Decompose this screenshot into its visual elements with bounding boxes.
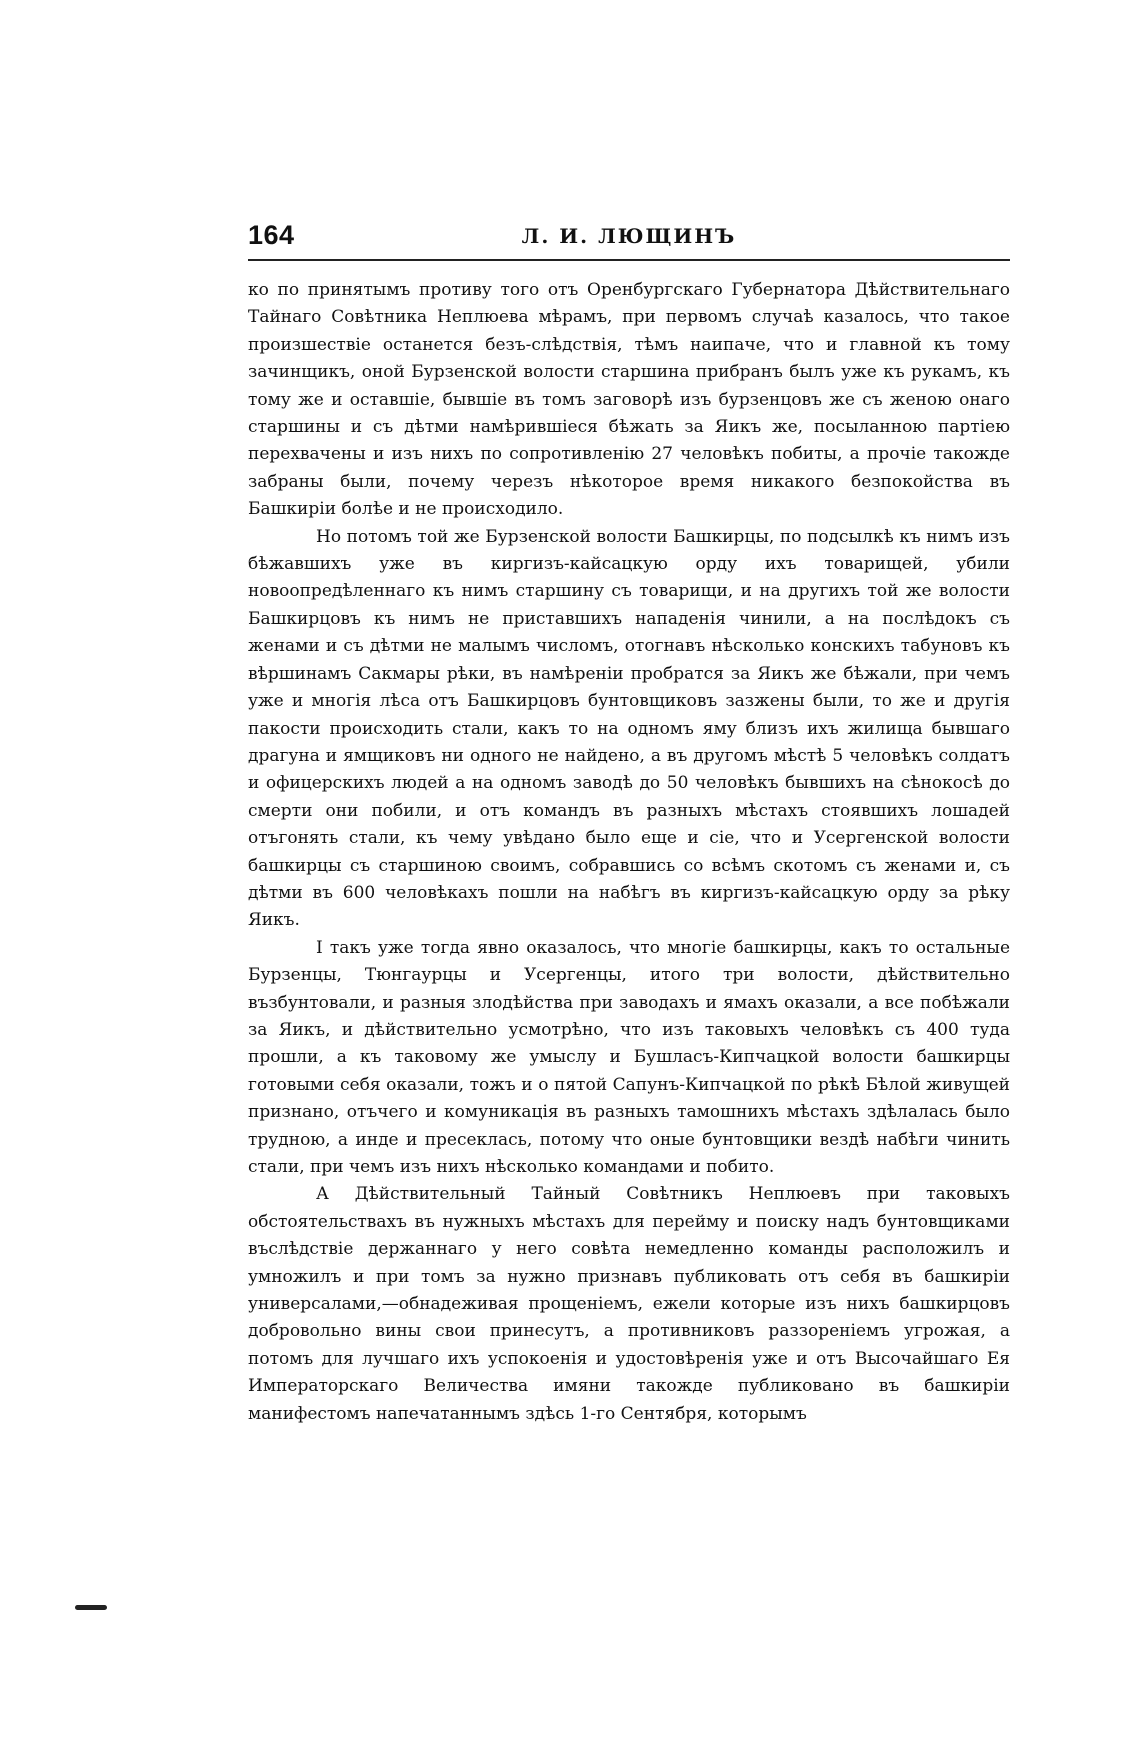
paragraph-4: А Дѣйствительный Тайный Совѣтникъ Неплюевъ при таковыхъ обстоятельствахъ въ нужныхъ мѣстахъ для перейму и поиску надъ бунтовщиками въслѣдствіе держаннаго у него совѣта немедленно команды расположилъ и умножилъ и при томъ за нужно признавъ публиковать отъ себя въ башкиріи универсалами,—обнадеживая прощеніемъ, ежели которые изъ нихъ башкирцовъ добровольно вины свои принесутъ, а противниковъ раззореніемъ угрожая, а потомъ для лучшаго ихъ успокоенія и удостовѣренія уже и отъ Высочайшаго Ея Императорскаго Величества имяни такожде публиковано въ башкиріи манифестомъ напечатаннымъ здѣсь 1-го Сентября, которымъ <box>248 1184 1010 1424</box>
header-rule <box>248 259 1010 261</box>
scan-mark <box>75 1605 107 1610</box>
paragraph-1: ко по принятымъ противу того отъ Оренбургскаго Губернатора Дѣйствительнаго Тайнаго Совѣтника Неплюева мѣрамъ, при первомъ случаѣ казалось, что такое произшествіе останется безъ-слѣдствія, тѣмъ наипаче, что и главной къ тому зачинщикъ, оной Бурзенской волости старшина прибранъ былъ уже къ рукамъ, къ тому же и оставшіе, бывшіе въ томъ заговорѣ изъ бурзенцовъ же съ женою онаго старшины и съ дѣтми намѣрившіеся бѣжать за Яикъ же, посыланною партіею перехвачены и изъ нихъ по сопротивленію 27 человѣкъ побиты, а прочіе такожде забраны были, почему черезъ нѣкоторое время никакого безпокойства въ Башкиріи болѣе и не происходило. <box>248 280 1010 520</box>
body-text <box>248 277 1010 1428</box>
running-head: Л. И. ЛЮЩИНЪ <box>521 224 737 248</box>
paragraph-3: І такъ уже тогда явно оказалось, что многіе башкирцы, какъ то остальные Бурзенцы, Тюнгаурцы и Усергенцы, итого три волости, дѣйствительно възбунтовали, и разныя злодѣйства при заводахъ и ямахъ оказали, а все побѣжали за Яикъ, и дѣйствительно усмотрѣно, что изъ таковыхъ человѣкъ съ 400 туда прошли, а къ таковому же умыслу и Бушласъ-Кипчацкой волости башкирцы готовыми себя оказали, тожъ и о пятой Сапунъ-Кипчацкой по рѣкѣ Бѣлой живущей признано, отъчего и комуникація въ разныхъ тамошнихъ мѣстахъ здѣлалась было трудною, а инде и пресеклась, потому что оные бунтовщики вездѣ набѣги чинить стали, при чемъ изъ нихъ нѣсколько командами и побито. <box>248 937 1010 1177</box>
page-number: 164 <box>248 220 295 250</box>
paragraph-2: Но потомъ той же Бурзенской волости Башкирцы, по подсылкѣ къ нимъ изъ бѣжавшихъ уже въ киргизъ-кайсацкую орду ихъ товарищей, убили новоопредѣленнаго къ нимъ старшину съ товарищи, и на другихъ той же волости Башкирцовъ къ нимъ не приставшихъ нападенія чинили, а на послѣдокъ съ женами и съ дѣтми не малымъ числомъ, отогнавъ нѣсколько конскихъ табуновъ къ вѣршинамъ Сакмары рѣки, въ намѣреніи пробратся за Яикъ же бѣжали, при чемъ уже и многія лѣса отъ Башкирцовъ бунтовщиковъ зазжены были, то же и другія пакости происходить стали, какъ то на одномъ яму близъ ихъ жилища бывшаго драгуна и ямщиковъ ни одного не найдено, а въ другомъ мѣстѣ 5 человѣкъ солдатъ и офицерскихъ людей а на одномъ заводѣ до 50 человѣкъ бывшихъ на сѣнокосѣ до смерти они побили, и отъ командъ въ разныхъ мѣстахъ стоявшихъ лошадей отъгонять стали, къ чему увѣдано было еще и сіе, что и Усергенской волости башкирцы съ старшиною своимъ, собравшись со всѣмъ скотомъ съ женами и, съ дѣтми въ 600 человѣкахъ пошли на набѣгъ въ киргизъ-кайсацкую орду за рѣку Яикъ. <box>248 526 1010 931</box>
page-header <box>248 220 1010 260</box>
